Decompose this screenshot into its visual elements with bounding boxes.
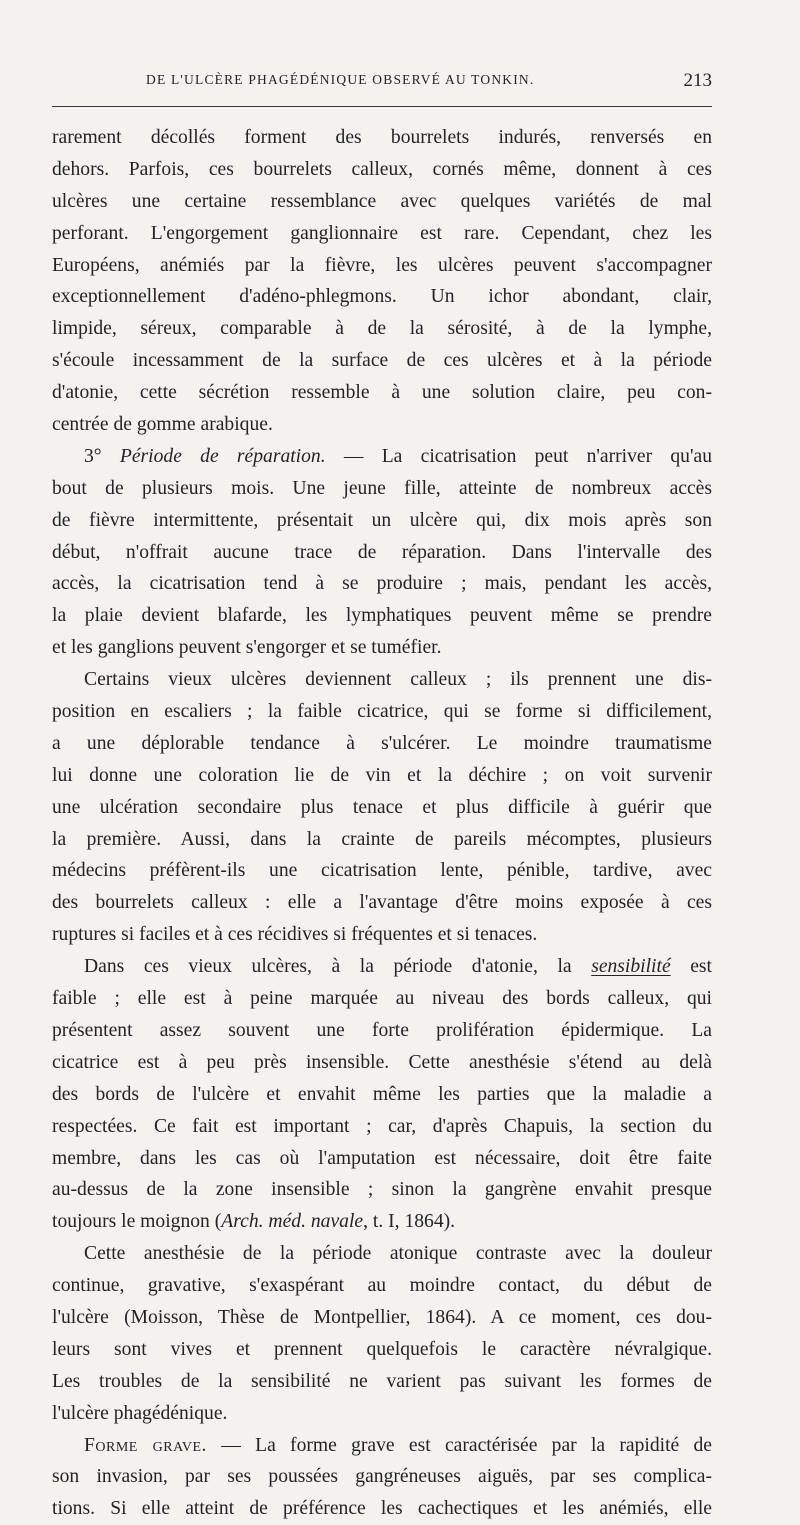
text-line: des bourrelets calleux : elle a l'avantage d'être moins exposée à ces [52,892,712,914]
text-line: Les troubles de la sensibilité ne varient pas suivant les formes de [52,1370,712,1392]
text-line: bout de plusieurs mois. Une jeune fille, atteinte de nombreux accès [52,477,712,499]
text-line: respectées. Ce fait est important ; car, d'après Chapuis, la section du [52,1115,712,1137]
body-text [52,122,712,1525]
text-line: Certains vieux ulcères deviennent calleux ; ils prennent une dis- [84,669,712,691]
text-line: membre, dans les cas où l'amputation est nécessaire, doit être faite [52,1147,712,1169]
text-line-citation [52,1206,712,1238]
text-line: et les ganglions peuvent s'engorger et se tuméfier. [52,637,442,659]
text-line: au-dessus de la zone insensible ; sinon la gangrène envahit presque [52,1179,712,1201]
text-line: s'écoule incessamment de la surface de ces ulcères et à la période [52,350,712,372]
running-title: DE L'ULCÈRE PHAGÉDÉNIQUE OBSERVÉ AU TONKIN. [146,72,535,87]
section-title-forme-grave: Forme grave. [84,1434,207,1456]
page-number: 213 [683,70,712,91]
citation-journal: Arch. méd. navale [221,1211,364,1233]
text-line: une ulcération secondaire plus tenace et plus difficile à guérir que [52,796,712,818]
text-line-sensibilite [52,951,712,983]
text-line: la plaie devient blafarde, les lymphatiques peuvent même se prendre [52,605,712,627]
running-head [52,70,712,92]
text-line: tions. Si elle atteint de préférence les cachectiques et les anémiés, elle [52,1498,712,1520]
line-text: est [670,956,712,978]
text-line: début, n'offrait aucune trace de réparation. Dans l'intervalle des [52,541,712,563]
text-line: la première. Aussi, dans la crainte de pareils mécomptes, plusieurs [52,828,712,850]
text-line: ruptures si faciles et à ces récidives si fréquentes et si tenaces. [52,924,538,946]
text-line: continue, gravative, s'exaspérant au moindre contact, du début de [52,1275,712,1297]
line-text: — La cicatrisation peut n'arriver qu'au [325,445,712,467]
line-text: , t. I, 1864). [363,1211,456,1233]
text-line: son invasion, par ses poussées gangréneuses aiguës, par ses complica- [52,1466,712,1488]
text-line: ulcères une certaine ressemblance avec quelques variétés de mal [52,190,712,212]
text-line: Cette anesthésie de la période atonique contraste avec la douleur [84,1243,712,1265]
text-line: faible ; elle est à peine marquée au niveau des bords calleux, qui [52,988,712,1010]
line-text: toujours le moignon ( [52,1211,222,1233]
text-line: l'ulcère phagédénique. [52,1402,228,1424]
text-line: d'atonie, cette sécrétion ressemble à une solution claire, peu con- [52,382,712,404]
text-line: centrée de gomme arabique. [52,414,273,436]
text-line: rarement décollés forment des bourrelets indurés, renversés en [52,127,712,148]
section-number: 3° [84,445,120,467]
text-line: a une déplorable tendance à s'ulcérer. Le moindre traumatisme [52,732,712,754]
section-title-reparation: Période de réparation. [119,445,326,467]
text-line: l'ulcère (Moisson, Thèse de Montpellier, 1864). A ce moment, ces dou- [52,1306,712,1328]
text-line: de fièvre intermittente, présentait un ulcère qui, dix mois après son [52,509,712,531]
text-line: position en escaliers ; la faible cicatrice, qui se forme si difficilement, [52,701,712,723]
text-line: présentent assez souvent une forte prolifération épidermique. La [52,1019,712,1041]
text-line: exceptionnellement d'adéno-phlegmons. Un ichor abondant, clair, [52,286,712,308]
line-text: Dans ces vieux ulcères, à la période d'atonie, la [84,956,592,978]
text-line: perforant. L'engorgement ganglionnaire est rare. Cependant, chez les [52,222,712,244]
text-line-forme-grave [52,1430,712,1462]
text-line: limpide, séreux, comparable à de la sérosité, à de la lymphe, [52,318,712,340]
text-line-section-heading [52,441,712,473]
text-line: accès, la cicatrisation tend à se produire ; mais, pendant les accès, [52,573,712,595]
text-line: des bords de l'ulcère et envahit même les parties que la maladie a [52,1083,712,1105]
text-line: lui donne une coloration lie de vin et la déchire ; on voit survenir [52,764,712,786]
term-sensibilite: sensibilité [591,956,671,978]
text-line: leurs sont vives et prennent quelquefois le caractère névralgique. [52,1338,712,1360]
line-text: — La forme grave est caractérisée par la rapidité de [206,1434,712,1456]
text-line: médecins préfèrent-ils une cicatrisation lente, pénible, tardive, avec [52,860,712,882]
header-rule [52,106,712,107]
text-line: cicatrice est à peu près insensible. Cette anesthésie s'étend au delà [52,1051,712,1073]
text-line: Européens, anémiés par la fièvre, les ulcères peuvent s'accompagner [52,254,712,276]
text-line: dehors. Parfois, ces bourrelets calleux, cornés même, donnent à ces [52,158,712,180]
